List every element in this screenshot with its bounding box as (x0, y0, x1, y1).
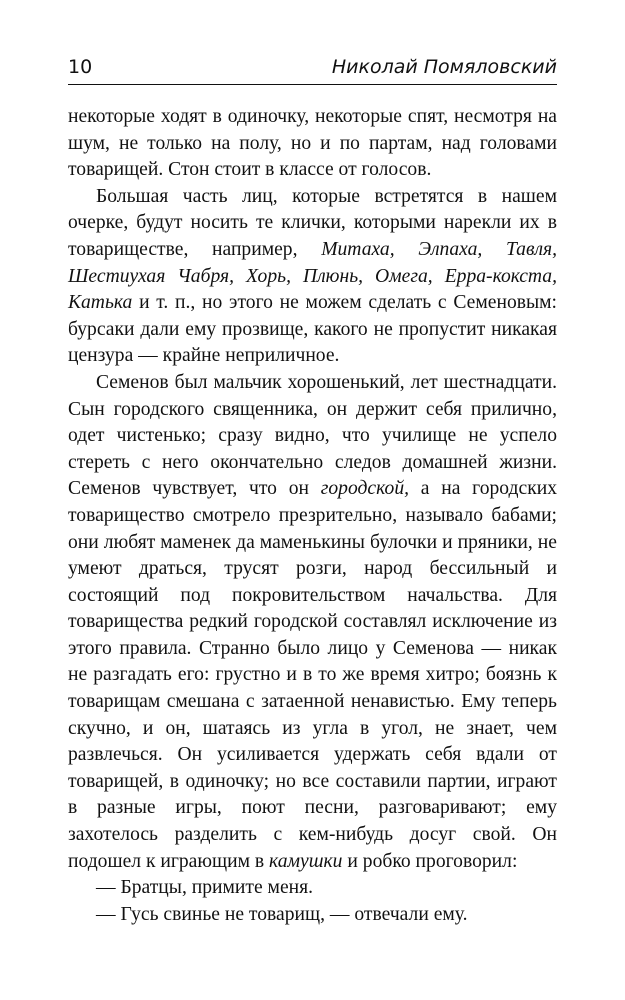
paragraph-2-text-a: Большая часть лиц, которые встретятся в нашем очерке, будут носить те клички, которыми нарекли их в товариществе, например, (68, 185, 557, 260)
paragraph-3-text-a: Семенов был мальчик хорошенький, лет шестнадцати. Сын городского священника, он держит себя прилично, одет чистенько; сразу видно, что училище не успело стереть с него окончательно следов домашней жизни. Семенов чувствует, что он (68, 371, 557, 500)
dialogue-line-1-text: — Братцы, примите меня. (96, 877, 314, 899)
paragraph-2 (68, 184, 557, 370)
page-number: 10 (68, 56, 93, 78)
paragraph-1-text: некоторые ходят в одиночку, некоторые спят, несмотря на шум, не только на полу, но и по партам, над головами товарищей. Стон стоит в классе от голосов. (68, 106, 557, 181)
paragraph-1 (68, 104, 557, 184)
running-title-author: Николай Помяловский (331, 56, 557, 78)
paragraph-3 (68, 370, 557, 875)
header-divider (68, 84, 557, 85)
dialogue-line-2-text: — Гусь свинье не товарищ, — отвечали ему. (96, 903, 468, 925)
page-header (68, 52, 557, 82)
emphasis-gorodskoy: городской, (320, 478, 410, 500)
paragraph-3-text-c: и робко проговорил: (342, 850, 518, 872)
paragraph-3-text-b: а на городских товарищество смотрело презрительно, называло бабами; они любят маменек да маменькины булочки и пряники, не умеют драться, трусят розги, народ бессильный и состоящий под покровительством начальства. Для товарищества редкий городской составлял исключение из этого правила. Странно было лицо у Семенова — никак не разгадать его: грустно и в то же время хитро; боязнь к товарищам смешана с затаенной ненавистью. Ему теперь скучно, и он, шатаясь из угла в угол, не знает, чем развлечься. Он усиливается удержать себя вдали от товарищей, в одиночку; но все составили партии, играют в разные игры, поют песни, разговаривают; ему захотелось разделить с кем-нибудь досуг свой. Он подошел к играющим в (68, 478, 557, 872)
emphasis-kamushki: камушки (269, 850, 343, 872)
dialogue-line-2 (68, 902, 557, 929)
body-text (68, 104, 557, 928)
dialogue-line-1 (68, 875, 557, 902)
nicknames-list: Митаха, Элпаха, Тавля, Шестиухая Чабря, Хорь, Плюнь, Омега, Ерра-кокста, Катька (68, 238, 557, 314)
paragraph-2-text-b: и т. п., но этого не можем сделать с Семеновым: бурсаки дали ему прозвище, какого не пропустит никакая цензура — крайне неприличное. (68, 292, 557, 367)
